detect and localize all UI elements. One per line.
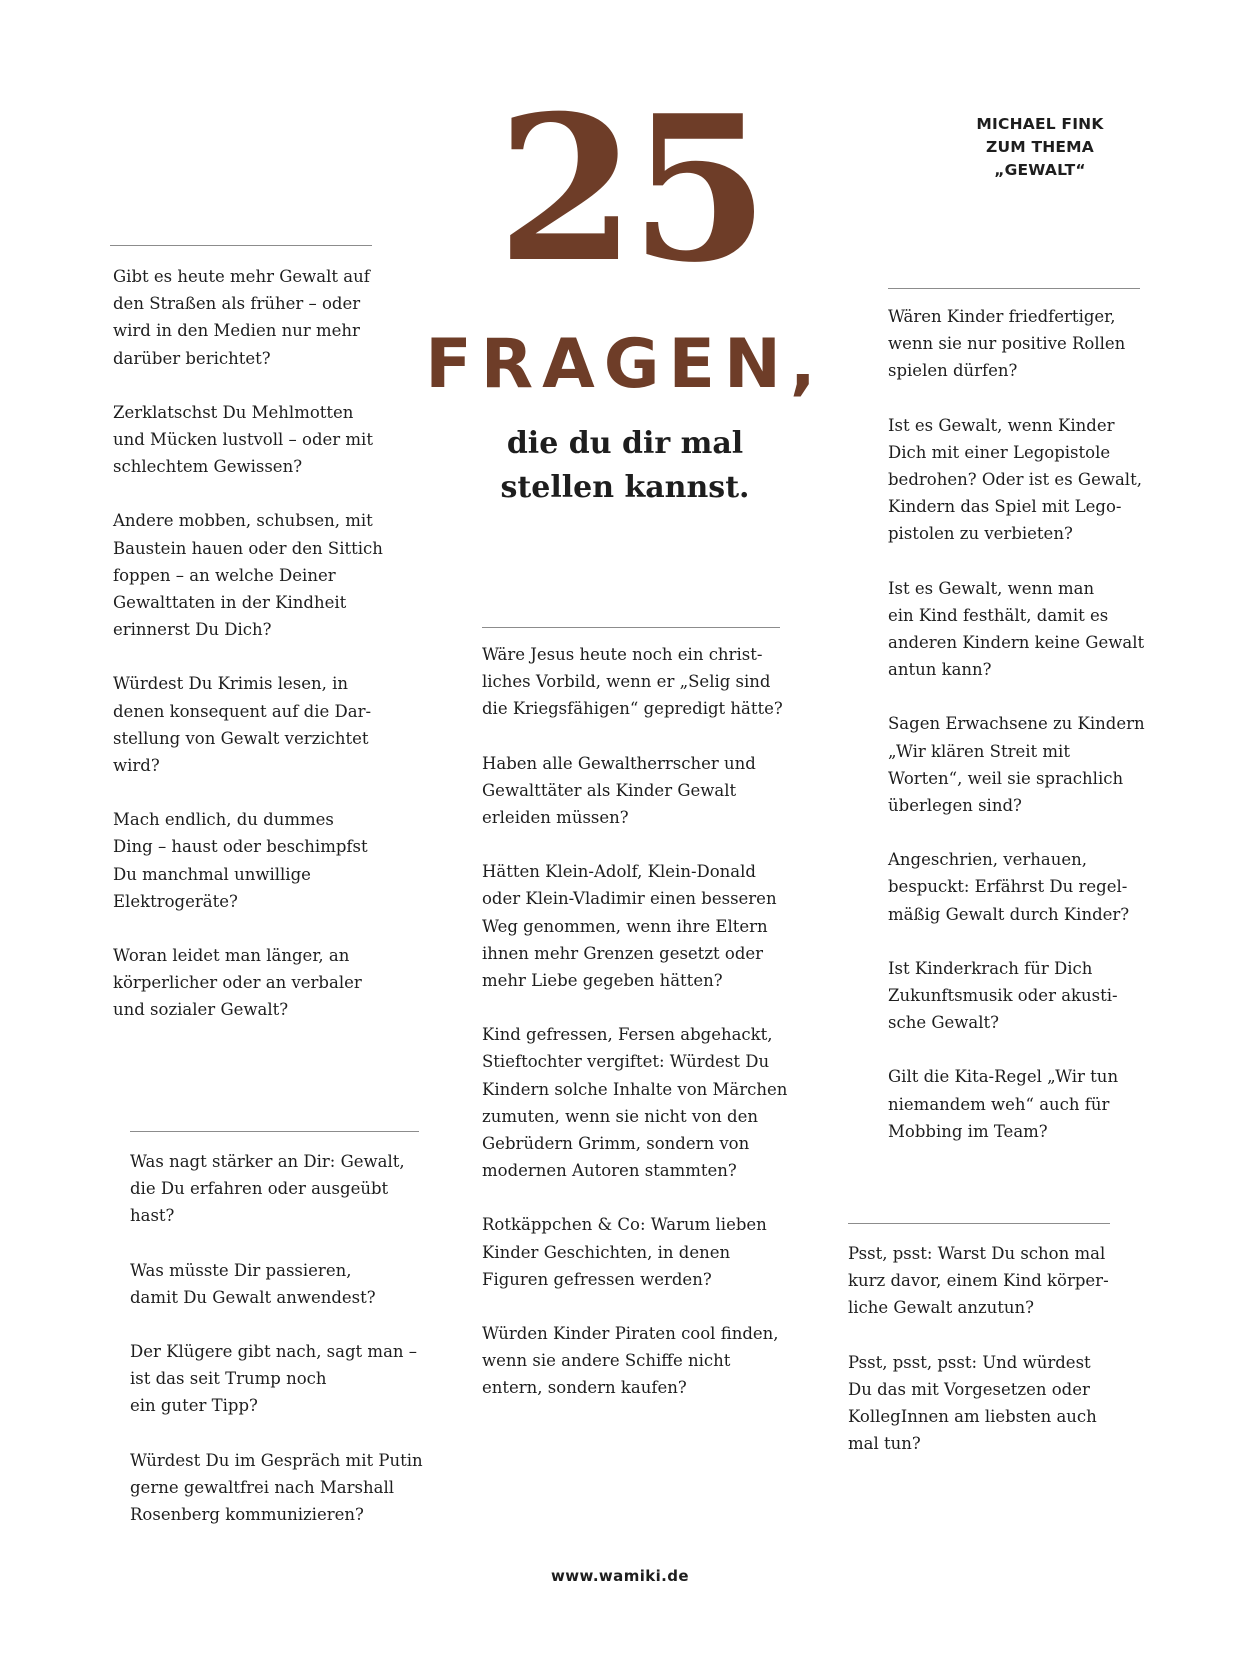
question-line: Mobbing im Team?	[888, 1121, 1048, 1141]
question-line: Mach endlich, du dummes	[113, 810, 334, 830]
question-line: gerne gewaltfrei nach Marshall	[130, 1477, 395, 1497]
question-line: bespuckt: Erfährst Du regel-	[888, 877, 1128, 897]
question-line: die Kriegsfähigen“ gepredigt hätte?	[482, 699, 783, 719]
question-line: mäßig Gewalt durch Kinder?	[888, 904, 1130, 924]
column-middle	[482, 641, 802, 1429]
question	[113, 806, 403, 915]
question-line: Ist Kinderkrach für Dich	[888, 958, 1093, 978]
question-line: Gewalttaten in der Kindheit	[113, 593, 347, 613]
question-line: spielen dürfen?	[888, 361, 1018, 381]
question-line: antun kann?	[888, 660, 992, 680]
headline-word: FRAGEN,	[425, 325, 825, 404]
question-line: hast?	[130, 1206, 175, 1226]
question-line: entern, sondern kaufen?	[482, 1378, 687, 1398]
question-line: Was nagt stärker an Dir: Gewalt,	[130, 1152, 405, 1171]
divider-right-bottom	[848, 1223, 1110, 1224]
question-line: Woran leidet man länger, an	[113, 946, 350, 966]
question-line: Andere mobben, schubsen, mit	[113, 511, 373, 531]
question	[888, 412, 1158, 548]
question-line: darüber berichtet?	[113, 348, 271, 368]
question-line: Rotkäppchen & Co: Warum lieben	[482, 1215, 767, 1235]
question	[113, 263, 403, 372]
website-url: www.wamiki.de	[551, 1567, 689, 1585]
question-line: ihnen mehr Grenzen gesetzt oder	[482, 943, 764, 963]
question-line: ein guter Tipp?	[130, 1396, 258, 1416]
question	[848, 1349, 1128, 1458]
question-line: und sozialer Gewalt?	[113, 1000, 289, 1020]
question	[888, 710, 1158, 819]
question	[482, 641, 802, 723]
author-line: ZUM THEMA	[986, 138, 1094, 156]
question-line: die Du erfahren oder ausgeübt	[130, 1179, 389, 1199]
question-line: foppen – an welche Deiner	[113, 565, 336, 585]
question-line: Ding – haust oder beschimpfst	[113, 837, 368, 857]
question-line: Haben alle Gewaltherrscher und	[482, 753, 756, 773]
question-line: den Straßen als früher – oder	[113, 294, 361, 314]
question-line: Kinder Geschichten, in denen	[482, 1242, 731, 1262]
question-line: modernen Autoren stammten?	[482, 1161, 737, 1181]
question-line: sche Gewalt?	[888, 1013, 1000, 1033]
question	[848, 1240, 1128, 1322]
author-line: MICHAEL FINK	[976, 115, 1104, 133]
question-line: Würdest Du Krimis lesen, in	[113, 674, 348, 694]
question-line: ein Kind festhält, damit es	[888, 605, 1109, 625]
question-line: bedrohen? Oder ist es Gewalt,	[888, 470, 1142, 490]
question-line: Zerklatschst Du Mehlmotten	[113, 402, 354, 422]
question	[482, 1211, 802, 1293]
question-line: stellung von Gewalt verzichtet	[113, 728, 369, 748]
question	[482, 750, 802, 832]
subtitle-line: die du dir mal	[506, 426, 744, 461]
question	[113, 507, 403, 643]
question-line: ist das seit Trump noch	[130, 1369, 327, 1389]
question-line: Dich mit einer Legopistole	[888, 442, 1111, 462]
question-line: Du das mit Vorgesetzen oder	[848, 1379, 1090, 1399]
question	[113, 942, 403, 1024]
author-line: „GEWALT“	[994, 161, 1086, 179]
question-line: liches Vorbild, wenn er „Selig sind	[482, 672, 771, 692]
question-line: mehr Liebe gegeben hätten?	[482, 971, 723, 991]
question-line: Figuren gefressen werden?	[482, 1269, 712, 1289]
question	[888, 846, 1158, 928]
question-line: und Mücken lustvoll – oder mit	[113, 430, 373, 450]
question-line: Du manchmal unwillige	[113, 864, 311, 884]
subtitle-line: stellen kannst.	[500, 470, 750, 505]
question-line: KollegInnen am liebsten auch	[848, 1407, 1097, 1427]
divider-right-top	[888, 288, 1140, 289]
question-line: Psst, psst, psst: Und würdest	[848, 1352, 1091, 1372]
question-line: Wären Kinder friedfertiger,	[888, 307, 1116, 326]
question-line: Gewalttäter als Kinder Gewalt	[482, 780, 737, 800]
question-line: Sagen Erwachsene zu Kindern	[888, 714, 1145, 734]
question	[482, 1320, 802, 1402]
question	[888, 955, 1158, 1037]
question-line: Weg genommen, wenn ihre Eltern	[482, 916, 768, 936]
question-line: niemandem weh“ auch für	[888, 1094, 1110, 1114]
headline-number: 25	[496, 72, 764, 307]
column-left-bottom	[130, 1148, 430, 1555]
divider-middle	[482, 627, 780, 628]
question-line: körperlicher oder an verbaler	[113, 973, 362, 993]
question-line: Stieftochter vergiftet: Würdest Du	[482, 1052, 770, 1072]
question-line: denen konsequent auf die Dar-	[113, 701, 372, 721]
question-line: Was müsste Dir passieren,	[130, 1260, 352, 1280]
question-line: Würden Kinder Piraten cool finden,	[482, 1324, 779, 1344]
question-line: Baustein hauen oder den Sittich	[113, 538, 383, 558]
question-line: Elektrogeräte?	[113, 891, 238, 911]
question-line: Rosenberg kommunizieren?	[130, 1505, 364, 1525]
question-line: kurz davor, einem Kind körper-	[848, 1271, 1109, 1291]
question-line: „Wir klären Streit mit	[888, 741, 1070, 761]
divider-left-top	[110, 245, 372, 246]
question	[130, 1148, 430, 1230]
question-line: Hätten Klein-Adolf, Klein-Donald	[482, 862, 756, 882]
question-line: Zukunftsmusik oder akusti-	[888, 986, 1118, 1006]
question-line: Worten“, weil sie sprachlich	[888, 768, 1124, 788]
question-line: mal tun?	[848, 1434, 921, 1454]
question-line: Würdest Du im Gespräch mit Putin	[130, 1450, 423, 1470]
question-line: Kindern das Spiel mit Lego-	[888, 497, 1122, 517]
question-line: erleiden müssen?	[482, 808, 629, 828]
question-line: wenn sie nur positive Rollen	[888, 334, 1126, 354]
question-line: überlegen sind?	[888, 796, 1022, 816]
question	[888, 575, 1158, 684]
question-line: Psst, psst: Warst Du schon mal	[848, 1244, 1106, 1263]
question-line: oder Klein-Vladimir einen besseren	[482, 889, 777, 909]
question-line: Ist es Gewalt, wenn man	[888, 578, 1095, 598]
column-left-top	[113, 263, 403, 1051]
question	[130, 1338, 430, 1420]
question-line: Angeschrien, verhauen,	[888, 850, 1087, 870]
question-line: erinnerst Du Dich?	[113, 620, 272, 640]
question	[482, 858, 802, 994]
question-line: pistolen zu verbieten?	[888, 524, 1073, 544]
question-line: Ist es Gewalt, wenn Kinder	[888, 415, 1115, 435]
question-line: damit Du Gewalt anwendest?	[130, 1287, 376, 1307]
question-line: Gibt es heute mehr Gewalt auf	[113, 267, 370, 286]
question	[888, 303, 1158, 385]
question-line: anderen Kindern keine Gewalt	[888, 633, 1145, 653]
column-right-bottom	[848, 1240, 1128, 1484]
question-line: liche Gewalt anzutun?	[848, 1298, 1035, 1318]
question-line: Kind gefressen, Fersen abgehackt,	[482, 1025, 773, 1045]
question-line: wenn sie andere Schiffe nicht	[482, 1351, 731, 1371]
question-line: Gebrüdern Grimm, sondern von	[482, 1134, 750, 1154]
column-right-top	[888, 303, 1158, 1172]
question-line: zumuten, wenn sie nicht von den	[482, 1106, 758, 1126]
question-line: Wäre Jesus heute noch ein christ-	[482, 645, 763, 664]
question	[130, 1447, 430, 1529]
question	[113, 399, 403, 481]
divider-left-bottom	[130, 1131, 419, 1132]
question-line: wird?	[113, 756, 160, 776]
headline-subtitle	[440, 422, 810, 510]
question-line: wird in den Medien nur mehr	[113, 321, 360, 341]
question-line: Kindern solche Inhalte von Märchen	[482, 1079, 788, 1099]
question	[130, 1257, 430, 1311]
question-line: Gilt die Kita-Regel „Wir tun	[888, 1067, 1119, 1087]
question-line: schlechtem Gewissen?	[113, 457, 303, 477]
author-credit	[960, 113, 1120, 182]
question-line: Der Klügere gibt nach, sagt man –	[130, 1342, 418, 1362]
question	[888, 1063, 1158, 1145]
question	[113, 670, 403, 779]
question	[482, 1021, 802, 1184]
